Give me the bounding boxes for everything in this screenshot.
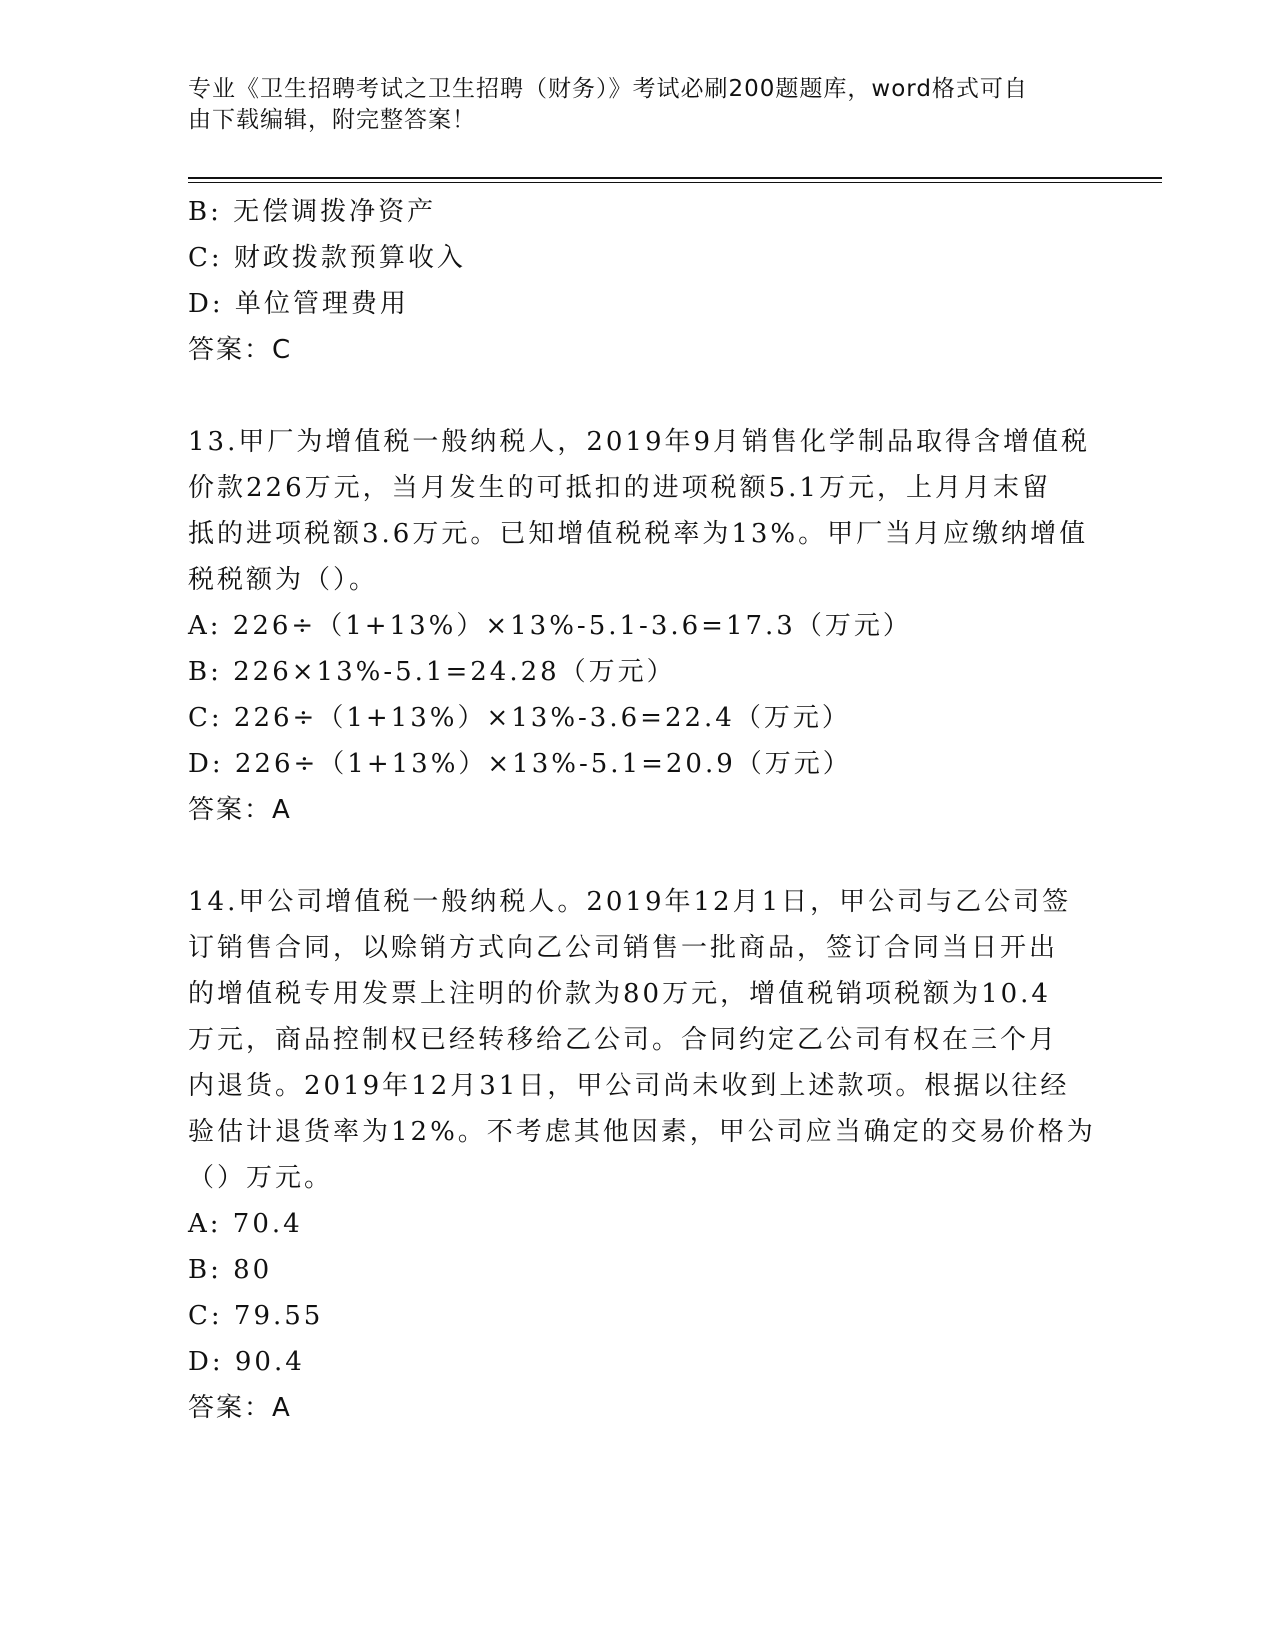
question-text-line: 税税额为（）。 [188,565,379,595]
option-b: B: 226×13%-5.1=24.28（万元） [188,657,676,687]
question-text-line: 内退货。2019年12月31日，甲公司尚未收到上述款项。根据以往经 [188,1071,1070,1101]
answer-line: 答案：A [188,1393,292,1423]
option-c: C: 财政拨款预算收入 [188,243,466,273]
document-body [188,189,1096,1431]
answer-line: 答案：A [188,795,292,825]
option-d: D: 226÷（1+13%）×13%-5.1=20.9（万元） [188,749,852,779]
answer-line: 答案：C [188,335,293,365]
option-b: B: 80 [188,1255,273,1285]
option-d: D: 90.4 [188,1347,305,1377]
question-text-line: 万元，商品控制权已经转移给乙公司。合同约定乙公司有权在三个月 [188,1025,1059,1055]
question-text-line: （）万元。 [188,1163,334,1193]
question-text-line: 价款226万元，当月发生的可抵扣的进项税额5.1万元，上月月末留 [188,473,1051,503]
option-c: C: 226÷（1+13%）×13%-3.6=22.4（万元） [188,703,851,733]
header-divider [188,177,1162,179]
question-text-line: 14.甲公司增值税一般纳税人。2019年12月1日，甲公司与乙公司签 [188,887,1072,917]
question-14 [188,879,1096,1431]
question-text-line: 13.甲厂为增值税一般纳税人，2019年9月销售化学制品取得含增值税 [188,427,1091,457]
header-line-1: 专业《卫生招聘考试之卫生招聘（财务）》考试必刷200题题库，word格式可自 [188,76,1028,102]
option-b: B: 无偿调拨净资产 [188,197,437,227]
option-c: C: 79.55 [188,1301,324,1331]
question-13 [188,419,1091,833]
option-d: D: 单位管理费用 [188,289,409,319]
question-text-line: 验估计退货率为12%。不考虑其他因素，甲公司应当确定的交易价格为 [188,1117,1096,1147]
page-header [188,74,1088,136]
question-text-line: 抵的进项税额3.6万元。已知增值税税率为13%。甲厂当月应缴纳增值 [188,519,1089,549]
option-a: A: 70.4 [188,1209,303,1239]
question-text-line: 的增值税专用发票上注明的价款为80万元，增值税销项税额为10.4 [188,979,1051,1009]
option-a: A: 226÷（1+13%）×13%-5.1-3.6=17.3（万元） [188,611,912,641]
continued-question [188,189,1088,373]
question-text-line: 订销售合同，以赊销方式向乙公司销售一批商品，签订合同当日开出 [188,933,1059,963]
header-divider-thin [188,182,1162,183]
header-line-2: 由下载编辑，附完整答案！ [188,107,476,133]
